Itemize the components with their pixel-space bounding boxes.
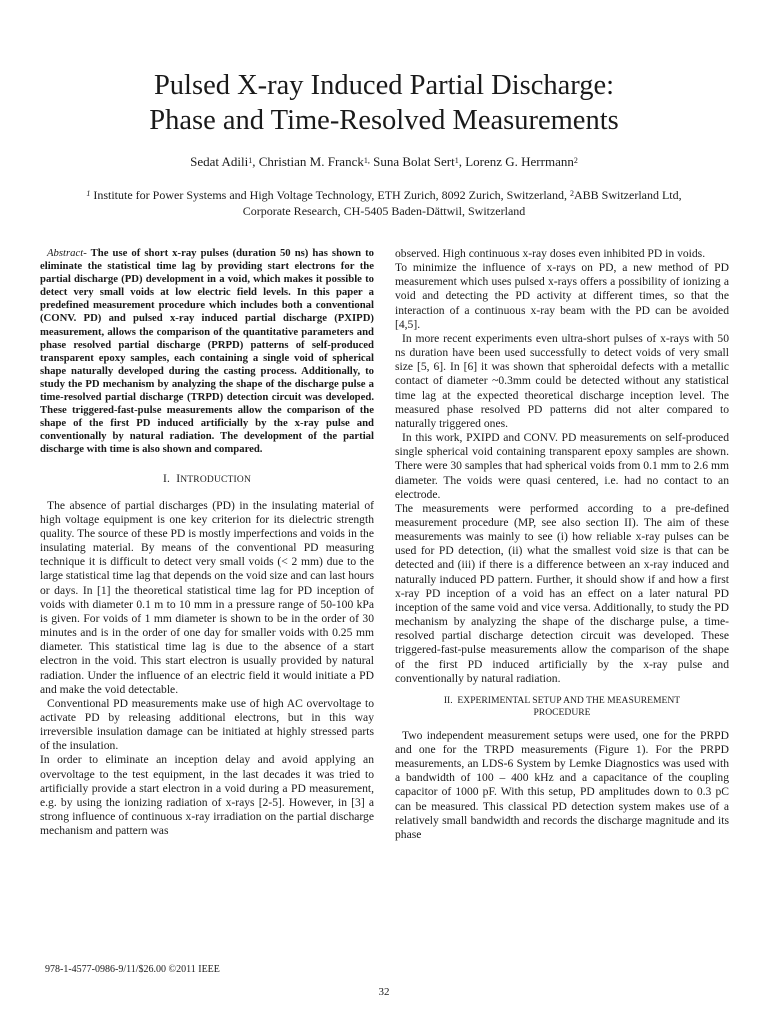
paragraph: Conventional PD measurements make use of high AC overvoltage to activate PD by releasing additional electrons, but in this way irreversible insulation damage can be initiated at highly stressed parts of the insulation. — [40, 696, 374, 753]
right-column — [395, 247, 729, 842]
author: Lorenz G. Herrmann$^2$ — [465, 154, 578, 169]
abstract: Abstract- The use of short x-ray pulses (duration 50 ns) has shown to eliminate the statistical time lag by providing start electrons for the partial discharge (PD) development in a void, which makes it possible to detect very small voids at low electric field levels. In this paper a predefined measurement procedure which includes both a conventional (CONV. PD) and pulsed x-ray induced partial discharge (PXIPD) measurement, allows the comparison of the quantitative parameters and phase resolved partial discharge (PRPD) patterns of self-produced transparent epoxy samples, each containing a single void of spherical shape naturally developed during the casting process. Additionally, to study the PD mechanism by analyzing the shape of the discharge pulse a time-resolved partial discharge (TRPD) detection circuit was developed. These triggered-fast-pulse measurements allow the comparison of the shape of the first PD induced artificially by the x-ray pulse and conventionally by natural radiation. The development of the partial discharge with time is also shown and compared. — [40, 247, 374, 456]
author-list — [40, 154, 728, 170]
copyright-line: 978-1-4577-0986-9/11/$26.00 ©2011 IEEE — [45, 964, 220, 975]
affiliation-line-2: Corporate Research, CH-5405 Baden-Dättwil, Switzerland — [242, 204, 526, 218]
paragraph: The absence of partial discharges (PD) in the insulating material of high voltage equipment is one key criterion for its dielectric strength quality. The source of these PD is mostly imperfections and voids in the insulating material. By means of the conventional PD measuring technique it is difficult to detect very small voids (< 2 mm) due to the large statistical time lag that depends on the void size and can last hours or days. In [1] the theoretical statistical time lag for PD inception of voids with diameter 0.1 m to 10 mm in a pressure range of 50-100 kPa is given. For voids of 1 mm diameter is shown to be in the order of 30 minutes and is in the order of one day for smaller voids with 0.25 mm diameter. This statistical time lag is due to the absence of a start electron in the void. This start electron is usually provided by natural radiation. Under the influence of an electric field it would initiate a PD and make the void detectable. — [40, 498, 374, 696]
page-number: 32 — [378, 986, 390, 998]
section-heading-introduction: I. INTRODUCTION — [162, 472, 252, 485]
left-column — [40, 247, 374, 838]
affiliations — [40, 187, 728, 219]
paragraph: To minimize the influence of x-rays on PD, a new method of PD measurement which uses pulsed x-rays offers a possibility of ionizing a void and detecting the PD activity at different times, so that the interaction of a continuous x-ray beam with the PD can be avoided [4,5]. — [395, 261, 729, 331]
paragraph: Two independent measurement setups were used, one for the PRPD and one for the TRPD measurements (Figure 1). For the PRPD measurements, an LDS-6 System by Lemke Diagnostics was used with a bandwidth of 100 – 400 kHz and a capacitance of the coupling capacitor of 1000 pF. With this setup, PD amplitudes down to 0.3 pC can be measured. This classical PD detection system makes use of a relatively small bandwidth and records the discharge magnitude and its phase — [395, 728, 729, 841]
paragraph: In this work, PXIPD and CONV. PD measurements on self-produced single spherical void containing transparent epoxy samples are shown. There were 30 samples that had spherical voids from 0.1 mm to 2.6 mm diameter. The voids were quasi centered, i.e. had no contact to an electrode. — [395, 431, 729, 501]
section-heading-experimental-setup: II. EXPERIMENTAL SETUP AND THE MEASUREMENT PROCEDURE — [443, 694, 681, 718]
author: Sedat Adili$^1$, — [190, 154, 259, 169]
paragraph: The measurements were performed according to a pre-defined measurement procedure (MP, see also section II). The aim of these measurements was mainly to see (i) how reliable x-ray pulses can be used for PD detection, (ii) what the smallest void size is that can be detected and (iii) if there is a difference between an x-ray induced and naturally induced PD pattern. Further, it should show if and how a first x-ray PD inception of a void has an effect on a later natural PD inception of the same void and vice versa. Additionally, to study the PD mechanism by analyzing the shape of the discharge pulse, a time-resolved partial discharge detection circuit was developed. These triggered-fast-pulse measurements allow the comparison of the shape of the first PD induced artificially by the x-ray pulse and conventionally by natural radiation. — [395, 501, 729, 685]
title-line-1: Pulsed X-ray Induced Partial Discharge: — [153, 70, 615, 101]
paragraph: In order to eliminate an inception delay and avoid applying an overvoltage to the test equipment, in the last decades it was tried to artificially provide a start electron in a void during a PD measurement, e.g. by using the ionizing radiation of x-rays [2-5]. However, in [3] a strong influence of continuous x-ray irradiation on the partial discharge mechanism and pattern was — [40, 753, 374, 838]
paper-title — [40, 68, 728, 138]
title-line-2: Phase and Time-Resolved Measurements — [149, 105, 619, 136]
author: Christian M. Franck$^{1,}$ — [258, 154, 370, 169]
paragraph: observed. High continuous x-ray doses even inhibited PD in voids. — [395, 247, 706, 260]
paragraph: In more recent experiments even ultra-short pulses of x-rays with 50 ns duration have been used successfully to detect voids of very small size [5, 6]. In [6] it was shown that spheroidal defects with a metallic contact of diameter ~0.3mm could be detected without any statistical time lag at the expected theoretical discharge inception level. The measured phase resolved PD patterns did not alter compared to naturally triggered ones. — [395, 331, 729, 430]
author: Suna Bolat Sert$^1$, — [373, 154, 466, 169]
affiliation-line-1: $^1$ Institute for Power Systems and High Voltage Technology, ETH Zurich, 8092 Zurich, Switzerland, $^2$ABB Switzerland Ltd, — [86, 188, 682, 202]
